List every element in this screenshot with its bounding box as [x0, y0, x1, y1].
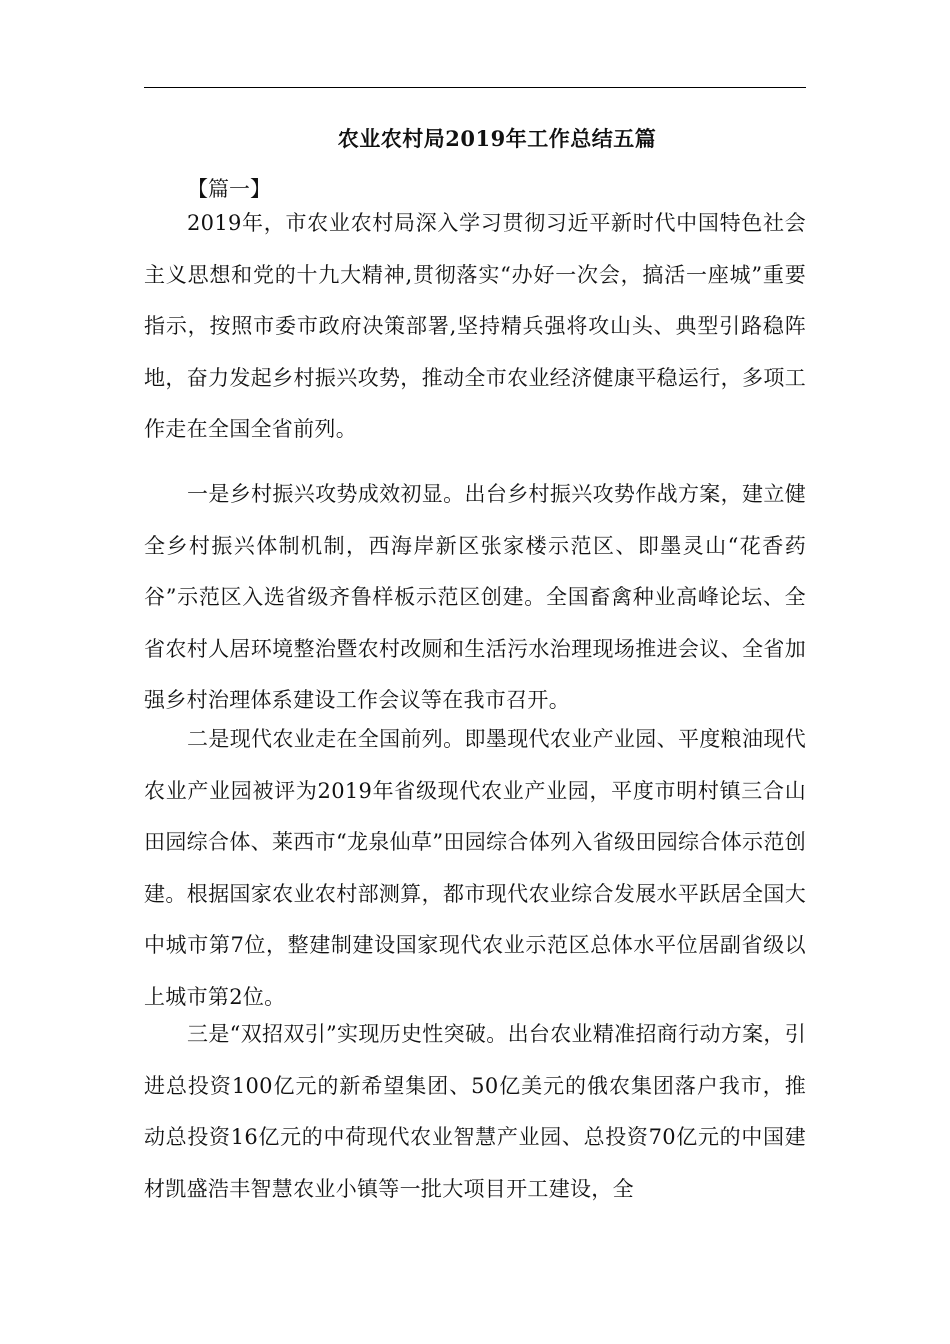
- section-label: 【篇一】: [187, 177, 271, 201]
- paragraph-rural-revitalization: 一是乡村振兴攻势成效初显。出台乡村振兴攻势作战方案，建立健全乡村振兴体制机制，西海岸新区张家楼示范区、即墨灵山“花香药谷”示范区入选省级齐鲁样板示范区创建。全国畜禽种业高峰论坛、全省农村人居环境整治暨农村改厕和生活污水治理现场推进会议、全省加强乡村治理体系建设工作会议等在我市召开。: [144, 482, 806, 712]
- paragraph-intro: 2019年，市农业农村局深入学习贯彻习近平新时代中国特色社会主义思想和党的十九大精神,贯彻落实“办好一次会，搞活一座城”重要指示，按照市委市政府决策部署,坚持精兵强将攻山头、典型引路稳阵地，奋力发起乡村振兴攻势，推动全市农业经济健康平稳运行，多项工作走在全国全省前列。: [144, 211, 806, 441]
- paragraph-investment: 三是“双招双引”实现历史性突破。出台农业精准招商行动方案，引进总投资100亿元的新希望集团、50亿美元的俄农集团落户我市，推动总投资16亿元的中荷现代农业智慧产业园、总投资70亿元的中国建材凯盛浩丰智慧农业小镇等一批大项目开工建设，全: [144, 1022, 806, 1201]
- document-title: 农业农村局2019年工作总结五篇: [337, 126, 657, 151]
- paragraph-modern-agriculture: 二是现代农业走在全国前列。即墨现代农业产业园、平度粮油现代农业产业园被评为2019年省级现代农业产业园，平度市明村镇三合山田园综合体、莱西市“龙泉仙草”田园综合体列入省级田园综合体示范创建。根据国家农业农村部测算，都市现代农业综合发展水平跃居全国大中城市第7位，整建制建设国家现代农业示范区总体水平位居副省级以上城市第2位。: [144, 727, 806, 1009]
